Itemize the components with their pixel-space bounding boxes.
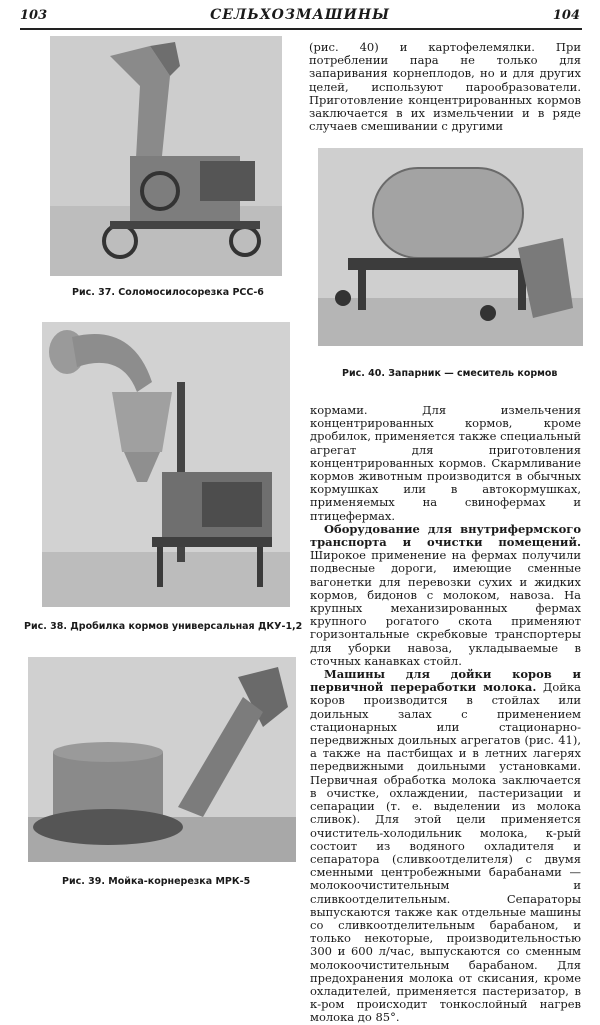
body-transport: Широкое применение на фермах получили подвесные дороги, имеющие сменные вагонетки для перевозки сухих и жидких кормов, бидонов с молоком, навоза. На крупных механизированных фермах крупного рогатого скота применяют горизонтальные скребковые транспортеры для уборки навоза, укладываемые в сточных канавках стойл. <box>310 548 581 668</box>
heading-transport: Оборудование для внутрифермского транспорта и очистки помещений. <box>310 521 581 550</box>
left-page-number: 103 <box>20 8 48 23</box>
right-page-number: 104 <box>552 8 580 23</box>
body-milking: Дойка коров производится в стойлах или доильных залах с применением стационарных или стационарно-передвижных доильных агрегатов (рис. 41), а также на пастбищах и в летних лагерях передвижными доильными установками. Первичная обработка молока заключается в очистке, охлаждении, пастеризации и сепарации (т. е. выделении из молока сливок). Для этой цели применяется очиститель-холодильник молока, к-рый состоит из водяного охладителя и сепаратора (сливкоотделителя) с двумя сменными центробежными барабанами — молокоочистительным и сливкоотделительным. Сепараторы выпускаются также как отдельные машины со сливкоотделительным барабаном, и только некоторые, производительностью 300 и 600 л/час, выпускаются со сменным молокоочистительным барабаном. Для предохранения молока от скисания, кроме охладителей, применяется пастеризатор, в к-ром происходит тонкослойный нагрев молока до 85°. <box>310 680 582 1025</box>
straw-silage-cutter-photo <box>50 36 282 276</box>
fig39-caption: Рис. 39. Мойка-корнерезка МРК-5 <box>62 876 251 887</box>
paragraph-continuation: (рис. 40) и картофелемялки. При потреблении пара не только для запаривания корнеплодов, но и для других целей, используют парообразователи. Приготовление концентрированных кормов заключается в их измельчении и в ряде случаев смешивании с другими <box>309 40 581 134</box>
root-washer-cutter-photo <box>28 657 296 862</box>
fig38-caption: Рис. 38. Дробилка кормов универсальная ДКУ-1,2 <box>24 621 303 632</box>
page-header <box>20 6 580 30</box>
paragraph-feeding: кормами. Для измельчения концентрированных кормов, кроме дробилок, применяется также специальный агрегат для приготовления концентрированных кормов. Скармливание кормов животным производится в обычных кормушках или в автокормушках, применяемых на свинофермах и птицефермах. <box>310 403 581 523</box>
header-rule <box>20 28 582 30</box>
heading-milking: Машины для дойки коров и первичной переработки молока. <box>310 667 581 695</box>
fig40-caption: Рис. 40. Запарник — смеситель кормов <box>342 368 558 379</box>
steamer-mixer-photo <box>318 148 583 346</box>
text-block-main <box>310 404 581 1025</box>
feed-crusher-photo <box>42 322 290 607</box>
text-block-top <box>309 41 581 133</box>
paragraph-transport <box>310 523 581 668</box>
running-title: СЕЛЬХОЗМАШИНЫ <box>210 7 390 23</box>
paragraph-milking <box>310 668 581 1024</box>
fig37-caption: Рис. 37. Соломосилосорезка РСС-6 <box>72 287 264 298</box>
